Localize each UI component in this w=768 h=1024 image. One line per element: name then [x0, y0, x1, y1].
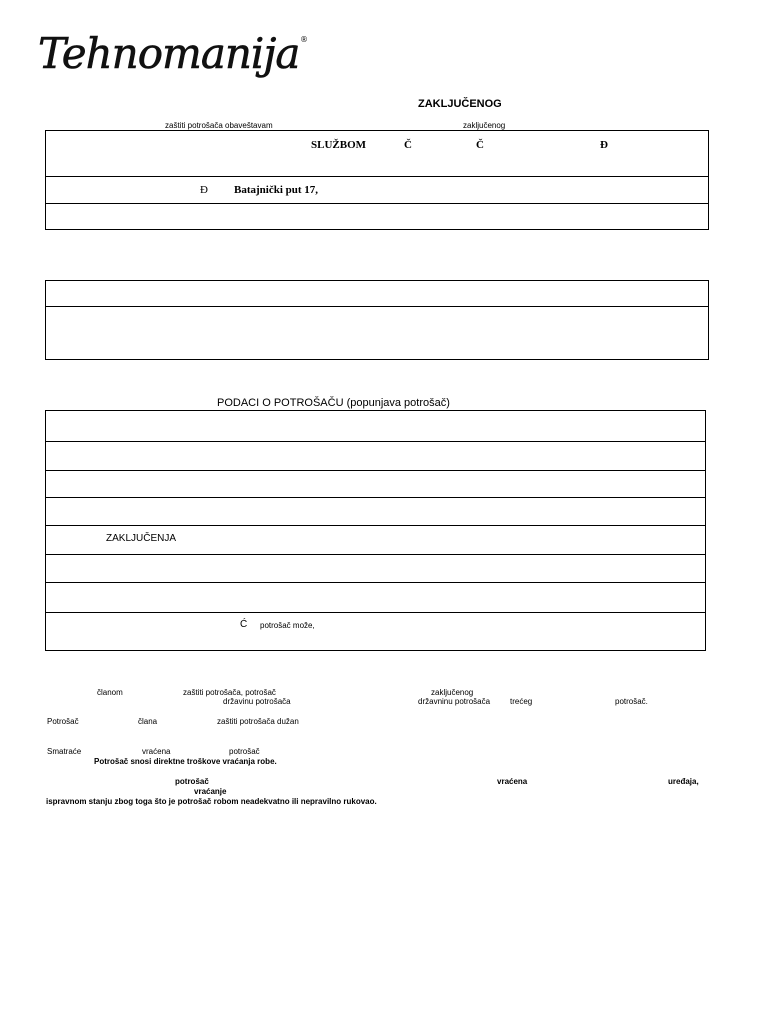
footer-p4-c: uređaja,	[668, 777, 699, 786]
consumer-info-box	[45, 410, 706, 651]
footer-p3-a: Smatraće	[47, 747, 82, 756]
header-sub-right: zaključenog	[463, 121, 506, 130]
conclusion-label: ZAKLJUČENJA	[106, 533, 177, 544]
form-title: ZAKLJUČENOG	[418, 98, 502, 110]
letter-c-3: Ć	[240, 619, 248, 630]
seller-row-divider-1	[45, 176, 709, 177]
registered-mark: ®	[300, 35, 308, 44]
consumer-row-divider-2	[45, 470, 706, 471]
goods-row-divider	[45, 306, 709, 307]
logo-wordmark: Tehnomanija	[38, 30, 300, 78]
footer-p1-b: zaštiti potrošača, potrošač	[183, 688, 276, 697]
footer-p4-b: vraćena	[497, 777, 528, 786]
footer-p3-b: vraćena	[142, 747, 171, 756]
letter-c-2: Č	[476, 139, 484, 151]
seller-address: Batajnički put 17,	[234, 184, 319, 196]
letter-c-1: Č	[404, 139, 412, 151]
header-sub-left: zaštiti potrošača obaveštavam	[165, 121, 273, 130]
footer-p2-b: člana	[138, 717, 158, 726]
consumer-heading: PODACI O POTROŠAČU (popunjava potrošač)	[217, 397, 450, 409]
letter-d-2: Đ	[200, 184, 208, 196]
consumer-row-divider-7	[45, 612, 706, 613]
footer-p1-c: zaključenog	[431, 688, 474, 697]
consumer-row-divider-1	[45, 441, 706, 442]
consumer-row-divider-4	[45, 525, 706, 526]
seller-info-box	[45, 130, 709, 230]
consumer-row-divider-3	[45, 497, 706, 498]
footer-p2-c: zaštiti potrošača dužan	[217, 717, 299, 726]
consumer-may-label: potrošač može,	[260, 621, 315, 630]
logo-mark	[38, 30, 313, 78]
footer-p1-e: državninu potrošača	[418, 697, 491, 706]
consumer-row-divider-6	[45, 582, 706, 583]
footer-p1-g: potrošač.	[615, 697, 648, 706]
seller-row-divider-2	[45, 203, 709, 204]
consumer-row-divider-5	[45, 554, 706, 555]
footer-p1-a: članom	[97, 688, 123, 697]
footer-p3-d: Potrošač snosi direktne troškove vraćanja robe.	[94, 757, 277, 766]
footer-p1-f: trećeg	[510, 697, 533, 706]
service-label: SLUŽBOM	[311, 139, 367, 151]
letter-d-1: Đ	[600, 139, 608, 151]
footer-p4-e: ispravnom stanju zbog toga što je potrošač robom neadekvatno ili nepravilno rukovao.	[46, 797, 377, 806]
footer-p4-a: potrošač	[175, 777, 209, 786]
footer-p2-a: Potrošač	[47, 717, 79, 726]
footer-p3-c: potrošač	[229, 747, 260, 756]
footer-p4-d: vraćanje	[194, 787, 227, 796]
footer-p1-d: državinu potrošača	[223, 697, 291, 706]
goods-info-box	[45, 280, 709, 360]
tehnomanija-logo	[38, 30, 313, 78]
